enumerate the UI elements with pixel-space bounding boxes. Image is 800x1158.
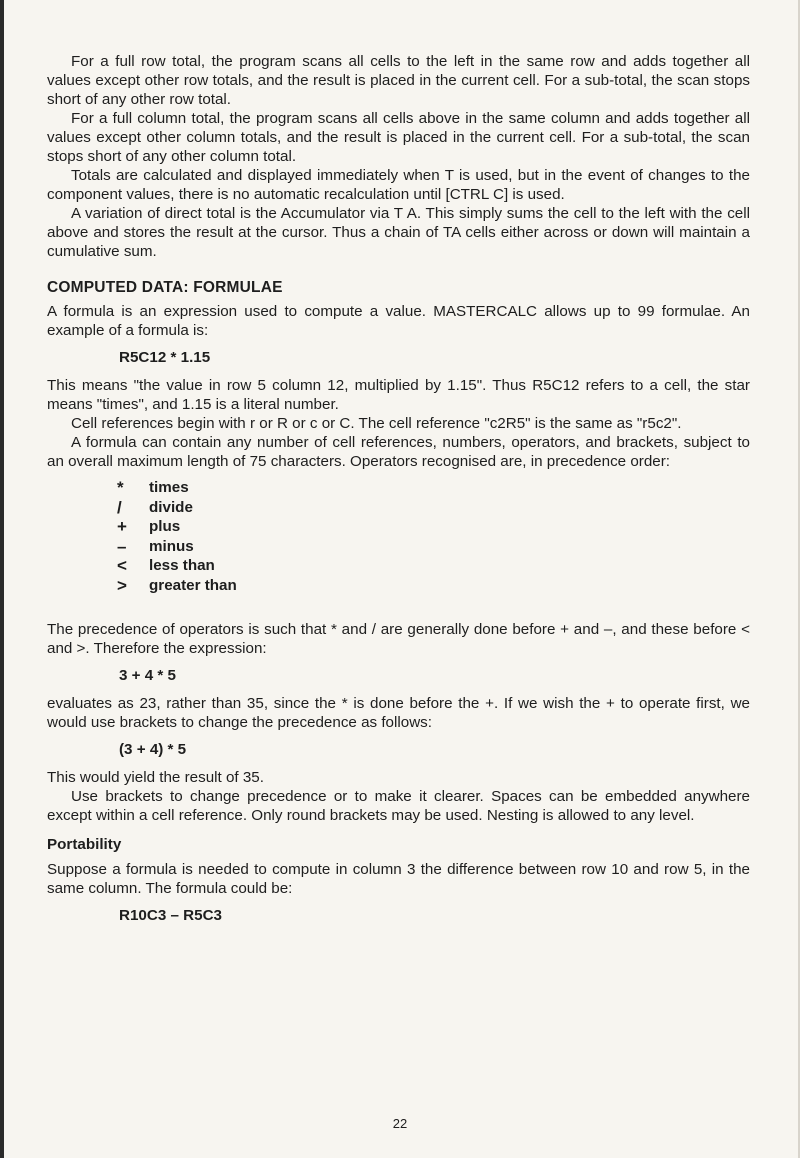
operator-name: plus [149,518,181,536]
operator-name: minus [149,537,194,555]
operator-name: divide [149,498,193,516]
paragraph-precedence: The precedence of operators is such that * and / are generally done before + and –, and these before < and >. Therefore the expression: [47,621,750,657]
operator-item [117,556,750,576]
paragraph-yield: This would yield the result of 35. [47,769,264,786]
operator-item [117,498,750,518]
paragraph-accumulator: A variation of direct total is the Accumulator via T A. This simply sums the cell to the left with the cell above and stores the result at the cursor. Thus a chain of TA cells either across or down will maintain a cumulative sum. [47,205,750,260]
operator-item [117,478,750,498]
operator-symbol: > [117,575,127,595]
operator-symbol: < [117,556,127,576]
page-number: 22 [392,1116,408,1131]
paragraph-evaluates: evaluates as 23, rather than 35, since the * is done before the +. If we wish the + to operate first, we would use brackets to change the precedence as follows: [47,695,750,731]
paragraph-column-total: For a full column total, the program scans all cells above in the same column and adds together all values except other column totals, and the result is placed in the current cell. For a sub-total, the scan stops short of any other column total. [47,110,750,165]
operator-name: less than [149,557,215,575]
formula-example-3: (3 + 4) * 5 [119,741,187,758]
page-left-edge [0,0,4,1158]
operator-symbol: + [117,517,127,537]
paragraph-formula-explain: This means "the value in row 5 column 12, multiplied by 1.15". Thus R5C12 refers to a cell, the star means "times", and 1.15 is a literal number. [47,377,750,413]
paragraph-cell-references: Cell references begin with r or R or c or C. The cell reference "c2R5" is the same as "r5c2". [71,415,682,432]
document-page [47,52,750,934]
paragraph-portability: Suppose a formula is needed to compute in column 3 the difference between row 10 and row 5, in the same column. The formula could be: [47,861,750,897]
operator-symbol: / [117,497,122,517]
operator-symbol: * [117,478,124,498]
operator-item [117,517,750,537]
operator-name: greater than [149,576,237,594]
operator-symbol: – [117,536,127,556]
paragraph-formula-intro: A formula is an expression used to compute a value. MASTERCALC allows up to 99 formulae. An example of a formula is: [47,303,750,339]
operator-list [117,478,750,595]
paragraph-formula-contents: A formula can contain any number of cell references, numbers, operators, and brackets, subject to an overall maximum length of 75 characters. Operators recognised are, in precedence order: [47,434,750,470]
section-heading: COMPUTED DATA: FORMULAE [47,279,283,296]
subheading-portability: Portability [47,836,122,853]
operator-item [117,576,750,596]
formula-example-2: 3 + 4 * 5 [119,667,176,684]
operator-item [117,537,750,557]
formula-example-1: R5C12 * 1.15 [119,349,211,366]
paragraph-brackets: Use brackets to change precedence or to make it clearer. Spaces can be embedded anywhere except within a cell reference. Only round brackets may be used. Nesting is allowed to any level. [47,788,750,824]
operator-name: times [149,479,189,497]
spacer [47,595,750,620]
paragraph-row-total: For a full row total, the program scans all cells to the left in the same row and adds together all values except other row totals, and the result is placed in the current cell. For a sub-total, the scan stops short of any other row total. [47,53,750,108]
paragraph-recalculation: Totals are calculated and displayed immediately when T is used, but in the event of changes to the component values, there is no automatic recalculation until [CTRL C] is used. [47,167,750,203]
formula-example-4: R10C3 – R5C3 [119,907,222,924]
